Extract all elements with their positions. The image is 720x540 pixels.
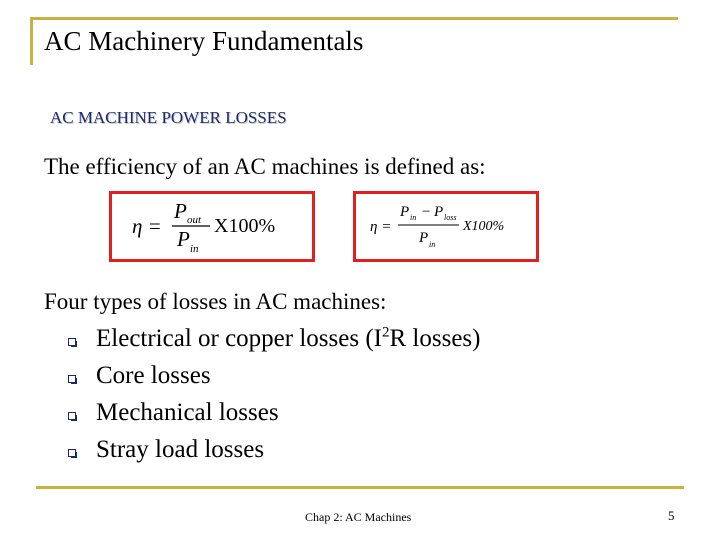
formula-1-suffix: X100%: [214, 215, 276, 237]
loss-item-label: Stray load losses: [96, 436, 265, 463]
formula-2-numerator-b: P: [434, 204, 444, 220]
square-bullet-icon: [68, 375, 78, 385]
formula-2-suffix: X100%: [463, 219, 505, 234]
title-left-rule: [30, 17, 33, 65]
formula-2-numerator-a-sub: in: [410, 213, 417, 222]
footer-chapter-label: Chap 2: AC Machines: [305, 510, 412, 524]
efficiency-formula-2: [353, 191, 539, 262]
formula-2-denominator-sub: in: [429, 240, 436, 249]
formula-1-numerator-sub: out: [187, 214, 202, 226]
formula-1-svg: [112, 194, 312, 259]
square-bullet-icon: [68, 449, 78, 459]
square-bullet-icon: [68, 412, 78, 422]
section-heading: AC MACHINE POWER LOSSES: [50, 108, 287, 127]
page-title: AC Machinery Fundamentals: [44, 26, 364, 56]
loss-item-label: Core losses: [96, 362, 211, 389]
formula-1-denominator-sub: in: [190, 243, 199, 255]
formula-1-denominator: P: [177, 227, 190, 251]
formula-1-numerator: P: [174, 199, 187, 223]
formula-2-numerator-b-sub: loss: [444, 213, 457, 222]
loss-item-label: Mechanical losses: [96, 399, 279, 426]
formula-2-svg: [356, 194, 536, 259]
efficiency-intro-text: The efficiency of an AC machines is defined as:: [44, 154, 486, 179]
formula-2-minus: −: [422, 204, 431, 220]
title-top-rule: [30, 17, 678, 20]
formula-2-lhs: η =: [370, 219, 392, 235]
square-bullet-icon: [68, 338, 78, 348]
page-number: 5: [668, 508, 675, 523]
formula-2-numerator-a: P: [400, 204, 410, 220]
formula-1-lhs: η =: [132, 214, 162, 238]
efficiency-formula-1: [109, 191, 315, 262]
losses-intro-text: Four types of losses in AC machines:: [44, 289, 387, 314]
footer-rule: [36, 486, 684, 489]
loss-item-label: Electrical or copper losses ($I^2R$ losses): [96, 324, 481, 352]
formula-2-denominator: P: [419, 230, 429, 246]
